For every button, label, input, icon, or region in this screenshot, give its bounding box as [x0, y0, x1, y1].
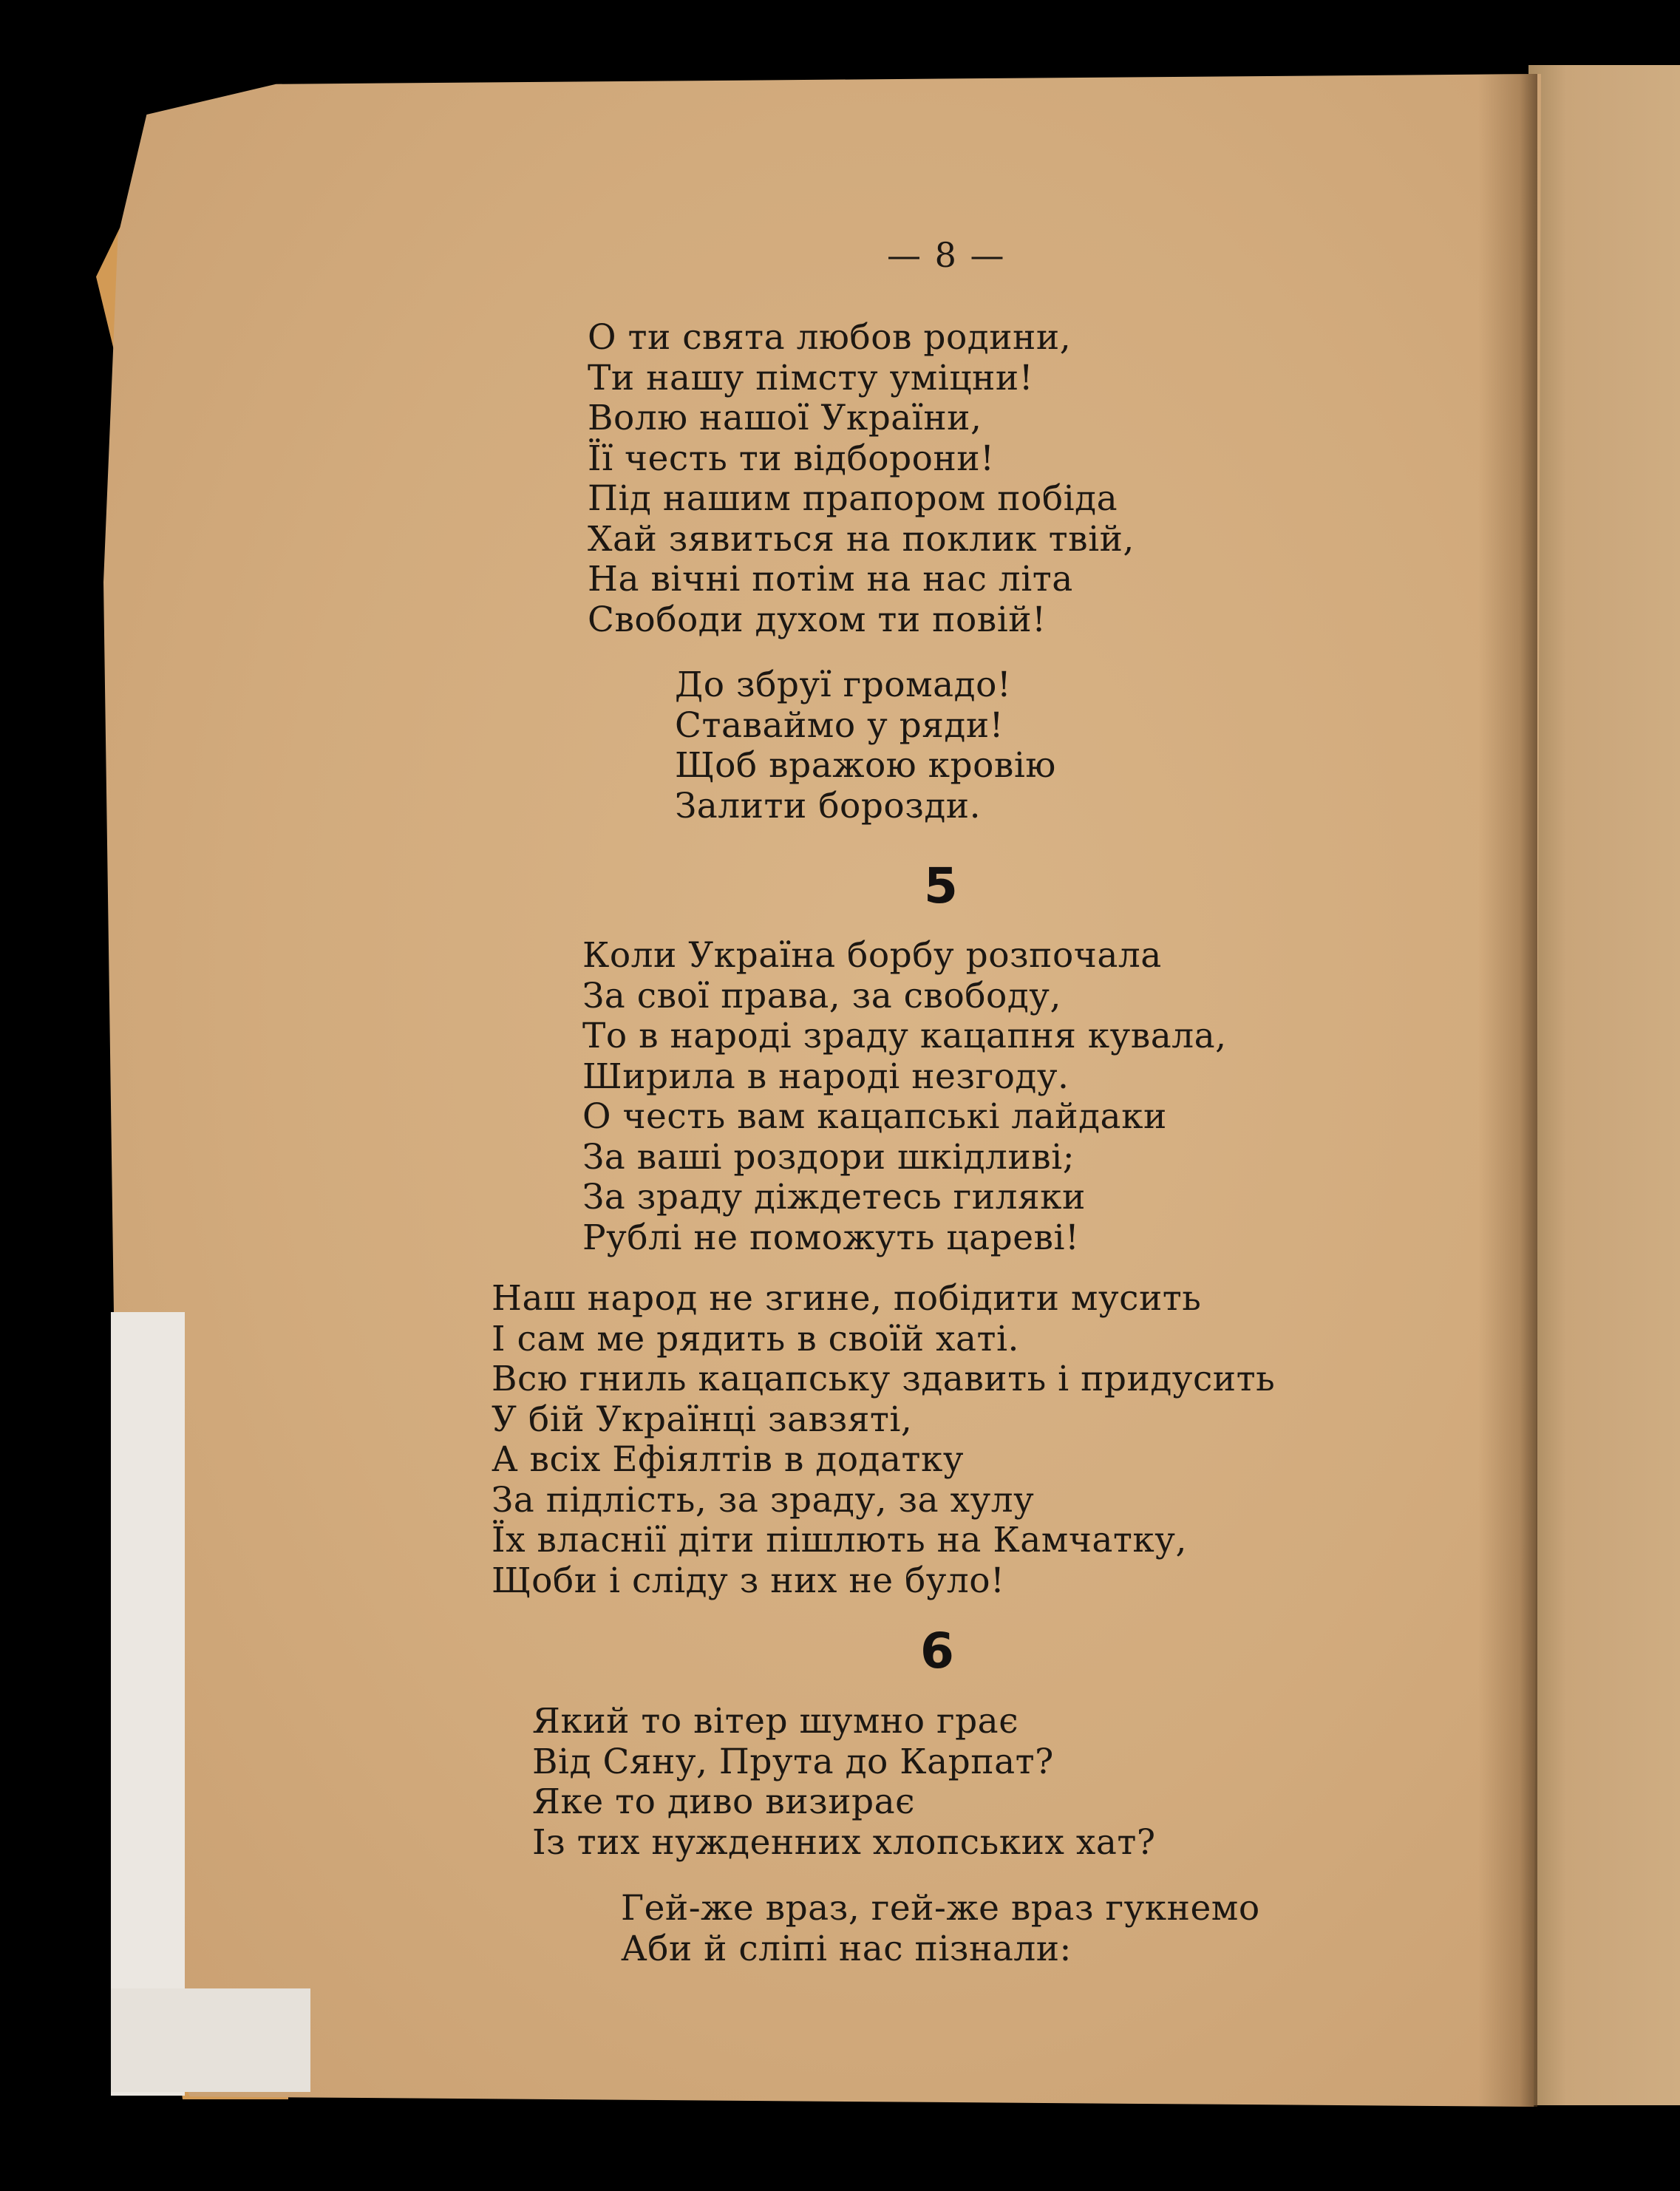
- page-gutter-shadow: [1478, 74, 1537, 2107]
- verse-line: Ставаймо у ряди!: [675, 704, 1004, 746]
- verse-line: І сам ме рядить в своїй хаті.: [492, 1318, 1019, 1359]
- verse-line: На вічні потім на нас літа: [588, 559, 1073, 599]
- stanza-1: [588, 318, 1135, 640]
- white-paper-strip: [111, 1312, 185, 2096]
- verse-line: Ширила в народі незгоду.: [582, 1056, 1069, 1097]
- section-number-6: 6: [920, 1623, 954, 1679]
- white-paper-corner: [111, 1988, 310, 2092]
- verse-line: Аби й сліпі нас пізнали:: [621, 1928, 1072, 1969]
- verse-line: Щоб вражою кровію: [675, 745, 1056, 786]
- verse-line: До збруї громадо!: [675, 665, 1012, 705]
- verse-line: За ваші роздори шкідливі;: [582, 1136, 1075, 1178]
- verse-line: Свободи духом ти повій!: [588, 599, 1047, 640]
- verse-line: За підлість, за зраду, за хулу: [492, 1479, 1035, 1521]
- verse-line: Їх власнії діти пішлють на Камчатку,: [492, 1520, 1187, 1560]
- verse-line: Під нашим прапором побіда: [588, 478, 1118, 519]
- verse-line: Залити борозди.: [675, 785, 982, 826]
- verse-line: За зраду діждетесь гиляки: [582, 1177, 1086, 1217]
- verse-line: О честь вам кацапські лайдаки: [582, 1096, 1167, 1137]
- verse-line: Щоби і сліду з них не було!: [492, 1560, 1005, 1601]
- verse-line: Її честь ти відборони!: [588, 438, 995, 479]
- next-page-edge: [1528, 65, 1680, 2105]
- refrain-1: [675, 665, 1056, 826]
- verse-line: А всіх Ефіялтів в додатку: [492, 1439, 964, 1480]
- verse-line: То в народі зраду кацапня кувала,: [582, 1016, 1227, 1056]
- verse-line: Волю нашої України,: [588, 398, 982, 438]
- stanza-6b: [621, 1889, 1260, 1969]
- stanza-5a: [582, 936, 1227, 1258]
- verse-line: О ти свята любов родини,: [588, 317, 1072, 358]
- verse-line: Коли Україна борбу розпочала: [582, 935, 1162, 976]
- verse-line: У бій Українці завзяті,: [492, 1399, 913, 1440]
- section-number-5: 5: [924, 857, 958, 914]
- verse-line: Гей-же враз, гей-же враз гукнемо: [621, 1888, 1260, 1929]
- stanza-6a: [532, 1702, 1156, 1863]
- verse-line: Всю гниль кацапську здавить і придусить: [492, 1359, 1276, 1399]
- verse-line: За свої права, за свободу,: [582, 975, 1061, 1016]
- verse-line: Ти нашу пімсту уміцни!: [588, 357, 1034, 398]
- verse-line: Наш народ не згине, побідити мусить: [492, 1278, 1202, 1319]
- verse-line: Із тих нужденних хлопських хат?: [532, 1821, 1156, 1863]
- verse-line: Яке то диво визирає: [532, 1781, 915, 1822]
- verse-line: Хай зявиться на поклик твій,: [588, 518, 1135, 560]
- verse-line: Від Сяну, Прута до Карпат?: [532, 1741, 1054, 1782]
- verse-line: Який то вітер шумно грає: [532, 1701, 1019, 1742]
- verse-line: Рублі не поможуть цареві!: [582, 1217, 1080, 1258]
- stanza-5b: [492, 1279, 1275, 1601]
- page-number: — 8 —: [887, 235, 1006, 275]
